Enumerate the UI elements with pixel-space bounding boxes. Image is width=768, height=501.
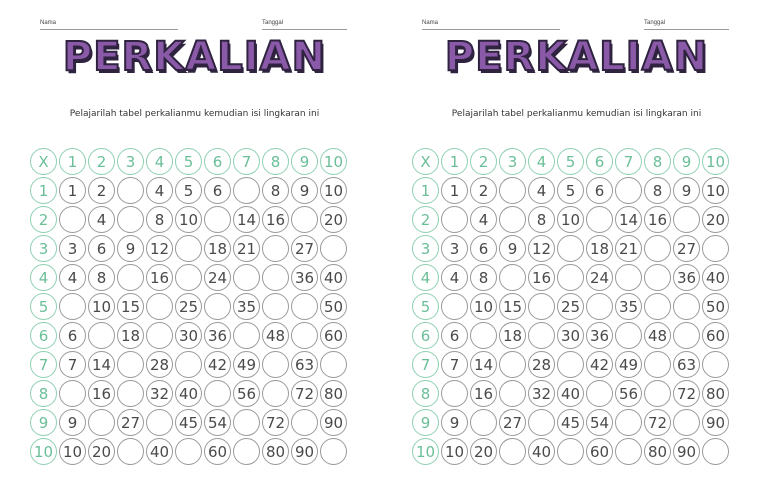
answer-circle: 15	[117, 293, 144, 320]
answer-circle: 10	[702, 177, 729, 204]
answer-circle-blank[interactable]	[262, 235, 289, 262]
answer-circle: 8	[262, 177, 289, 204]
answer-circle-blank[interactable]	[528, 293, 555, 320]
column-header-circle: 7	[233, 148, 260, 175]
answer-circle-blank[interactable]	[499, 438, 526, 465]
answer-circle: 4	[88, 206, 115, 233]
answer-circle: 6	[88, 235, 115, 262]
column-header-circle: 1	[441, 148, 468, 175]
answer-circle: 2	[88, 177, 115, 204]
answer-circle: 10	[88, 293, 115, 320]
answer-circle-blank[interactable]	[175, 351, 202, 378]
column-header-circle: 5	[175, 148, 202, 175]
answer-circle-blank[interactable]	[233, 409, 260, 436]
answer-circle: 10	[557, 206, 584, 233]
answer-circle: 27	[673, 235, 700, 262]
row-header-circle: 8	[412, 380, 439, 407]
answer-circle-blank[interactable]	[117, 264, 144, 291]
answer-circle-blank[interactable]	[117, 351, 144, 378]
column-header-circle: 4	[146, 148, 173, 175]
answer-circle-blank[interactable]	[499, 380, 526, 407]
answer-circle-blank[interactable]	[233, 177, 260, 204]
column-header-circle: 8	[262, 148, 289, 175]
answer-circle-blank[interactable]	[88, 322, 115, 349]
answer-circle: 4	[59, 264, 86, 291]
answer-circle: 20	[320, 206, 347, 233]
answer-circle: 12	[528, 235, 555, 262]
answer-circle: 80	[644, 438, 671, 465]
answer-circle: 8	[644, 177, 671, 204]
answer-circle: 35	[615, 293, 642, 320]
answer-circle: 40	[146, 438, 173, 465]
answer-circle: 9	[291, 177, 318, 204]
answer-circle: 21	[233, 235, 260, 262]
answer-circle: 14	[470, 351, 497, 378]
answer-circle: 16	[262, 206, 289, 233]
answer-circle-blank[interactable]	[59, 293, 86, 320]
answer-circle: 16	[644, 206, 671, 233]
answer-circle: 60	[320, 322, 347, 349]
row-header-circle: 3	[30, 235, 57, 262]
answer-circle: 32	[528, 380, 555, 407]
row-header-circle: 2	[412, 206, 439, 233]
answer-circle: 35	[233, 293, 260, 320]
answer-circle: 18	[586, 235, 613, 262]
answer-circle: 6	[586, 177, 613, 204]
answer-circle-blank[interactable]	[175, 235, 202, 262]
row-header-circle: 5	[30, 293, 57, 320]
answer-circle-blank[interactable]	[441, 293, 468, 320]
answer-circle-blank[interactable]	[673, 293, 700, 320]
answer-circle-blank[interactable]	[615, 177, 642, 204]
answer-circle: 42	[204, 351, 231, 378]
answer-circle-blank[interactable]	[291, 293, 318, 320]
answer-circle: 27	[291, 235, 318, 262]
answer-circle: 40	[702, 264, 729, 291]
answer-circle: 90	[673, 438, 700, 465]
answer-circle-blank[interactable]	[262, 264, 289, 291]
instructions: Pelajarilah tabel perkalianmu kemudian isi lingkaran ini	[69, 109, 320, 119]
answer-circle: 28	[146, 351, 173, 378]
answer-circle: 54	[204, 409, 231, 436]
answer-circle-blank[interactable]	[673, 322, 700, 349]
column-header-circle: 4	[528, 148, 555, 175]
answer-circle-blank[interactable]	[586, 293, 613, 320]
answer-circle: 80	[702, 380, 729, 407]
answer-circle-blank[interactable]	[528, 409, 555, 436]
worksheet-right	[404, 0, 749, 501]
answer-circle: 56	[233, 380, 260, 407]
answer-circle: 27	[499, 409, 526, 436]
name-label: Nama	[422, 20, 439, 26]
answer-circle: 36	[586, 322, 613, 349]
answer-circle: 40	[528, 438, 555, 465]
column-header-circle: 9	[673, 148, 700, 175]
row-header-circle: 10	[30, 438, 57, 465]
answer-circle: 21	[615, 235, 642, 262]
answer-circle-blank[interactable]	[499, 351, 526, 378]
date-label: Tanggal	[262, 20, 284, 26]
answer-circle: 8	[88, 264, 115, 291]
answer-circle-blank[interactable]	[673, 206, 700, 233]
answer-circle: 6	[441, 322, 468, 349]
answer-circle-blank[interactable]	[470, 322, 497, 349]
answer-circle: 36	[291, 264, 318, 291]
answer-circle: 18	[117, 322, 144, 349]
answer-circle: 9	[673, 177, 700, 204]
answer-circle-blank[interactable]	[441, 380, 468, 407]
row-header-circle: 7	[412, 351, 439, 378]
answer-circle-blank[interactable]	[499, 264, 526, 291]
answer-circle-blank[interactable]	[615, 438, 642, 465]
row-header-circle: 9	[412, 409, 439, 436]
answer-circle-blank[interactable]	[644, 293, 671, 320]
answer-circle: 20	[470, 438, 497, 465]
worksheet-left	[22, 0, 367, 501]
answer-circle: 40	[557, 380, 584, 407]
answer-circle: 16	[470, 380, 497, 407]
answer-circle-blank[interactable]	[233, 438, 260, 465]
row-header-circle: 7	[30, 351, 57, 378]
answer-circle: 50	[320, 293, 347, 320]
answer-circle: 10	[470, 293, 497, 320]
name-line	[422, 29, 560, 30]
column-header-circle: 9	[291, 148, 318, 175]
answer-circle-blank[interactable]	[59, 380, 86, 407]
column-header-circle: 2	[470, 148, 497, 175]
answer-circle-blank[interactable]	[702, 438, 729, 465]
answer-circle: 4	[528, 177, 555, 204]
answer-circle-blank[interactable]	[117, 206, 144, 233]
column-header-circle: 8	[644, 148, 671, 175]
answer-circle: 90	[320, 409, 347, 436]
answer-circle-blank[interactable]	[175, 438, 202, 465]
answer-circle: 24	[204, 264, 231, 291]
answer-circle-blank[interactable]	[644, 264, 671, 291]
date-line	[262, 29, 347, 30]
column-header-circle: 3	[117, 148, 144, 175]
row-header-circle: 8	[30, 380, 57, 407]
answer-circle-blank[interactable]	[615, 409, 642, 436]
answer-circle-blank[interactable]	[117, 438, 144, 465]
column-header-circle: 5	[557, 148, 584, 175]
answer-circle: 28	[528, 351, 555, 378]
corner-multiply-cell: X	[412, 148, 439, 175]
answer-circle: 63	[673, 351, 700, 378]
answer-circle-blank[interactable]	[644, 235, 671, 262]
answer-circle: 9	[117, 235, 144, 262]
answer-circle-blank[interactable]	[320, 235, 347, 262]
answer-circle: 49	[233, 351, 260, 378]
answer-circle-blank[interactable]	[262, 293, 289, 320]
answer-circle-blank[interactable]	[88, 409, 115, 436]
name-label: Nama	[40, 20, 57, 26]
answer-circle: 4	[470, 206, 497, 233]
answer-circle: 14	[615, 206, 642, 233]
answer-circle: 6	[59, 322, 86, 349]
answer-circle: 25	[175, 293, 202, 320]
answer-circle-blank[interactable]	[146, 293, 173, 320]
answer-circle-blank[interactable]	[291, 322, 318, 349]
answer-circle: 9	[499, 235, 526, 262]
answer-circle-blank[interactable]	[470, 409, 497, 436]
answer-circle-blank[interactable]	[59, 206, 86, 233]
answer-circle: 49	[615, 351, 642, 378]
answer-circle: 50	[702, 293, 729, 320]
answer-circle: 24	[586, 264, 613, 291]
row-header-circle: 2	[30, 206, 57, 233]
row-header-circle: 4	[30, 264, 57, 291]
answer-circle: 1	[59, 177, 86, 204]
answer-circle: 9	[59, 409, 86, 436]
answer-circle-blank[interactable]	[586, 380, 613, 407]
answer-circle-blank[interactable]	[175, 264, 202, 291]
answer-circle-blank[interactable]	[204, 293, 231, 320]
corner-multiply-cell: X	[30, 148, 57, 175]
answer-circle: 72	[262, 409, 289, 436]
answer-circle: 7	[59, 351, 86, 378]
answer-circle: 80	[320, 380, 347, 407]
answer-circle: 90	[291, 438, 318, 465]
answer-circle: 90	[702, 409, 729, 436]
answer-circle: 27	[117, 409, 144, 436]
answer-circle: 36	[673, 264, 700, 291]
row-header-circle: 5	[412, 293, 439, 320]
answer-circle-blank[interactable]	[499, 177, 526, 204]
answer-circle: 72	[644, 409, 671, 436]
row-header-circle: 1	[30, 177, 57, 204]
answer-circle-blank[interactable]	[204, 206, 231, 233]
answer-circle-blank[interactable]	[644, 380, 671, 407]
column-header-circle: 3	[499, 148, 526, 175]
answer-circle-blank[interactable]	[204, 380, 231, 407]
answer-circle: 8	[470, 264, 497, 291]
answer-circle: 20	[702, 206, 729, 233]
row-header-circle: 6	[412, 322, 439, 349]
answer-circle: 6	[204, 177, 231, 204]
answer-circle: 14	[233, 206, 260, 233]
answer-circle: 8	[146, 206, 173, 233]
answer-circle-blank[interactable]	[441, 206, 468, 233]
answer-circle-blank[interactable]	[117, 380, 144, 407]
answer-circle: 10	[441, 438, 468, 465]
answer-circle-blank[interactable]	[233, 322, 260, 349]
column-header-circle: 10	[702, 148, 729, 175]
multiplication-grid	[412, 148, 731, 467]
answer-circle-blank[interactable]	[557, 235, 584, 262]
answer-circle-blank[interactable]	[320, 351, 347, 378]
answer-circle: 18	[499, 322, 526, 349]
page-title: PERKALIAN	[62, 34, 327, 80]
column-header-circle: 6	[204, 148, 231, 175]
answer-circle: 30	[557, 322, 584, 349]
date-line	[644, 29, 729, 30]
answer-circle: 10	[59, 438, 86, 465]
column-header-circle: 10	[320, 148, 347, 175]
row-header-circle: 1	[412, 177, 439, 204]
answer-circle: 48	[262, 322, 289, 349]
answer-circle: 60	[204, 438, 231, 465]
answer-circle: 56	[615, 380, 642, 407]
row-header-circle: 10	[412, 438, 439, 465]
answer-circle: 45	[175, 409, 202, 436]
answer-circle: 54	[586, 409, 613, 436]
answer-circle: 18	[204, 235, 231, 262]
answer-circle: 5	[557, 177, 584, 204]
answer-circle: 72	[673, 380, 700, 407]
answer-circle: 6	[470, 235, 497, 262]
column-header-circle: 7	[615, 148, 642, 175]
answer-circle-blank[interactable]	[262, 351, 289, 378]
answer-circle: 4	[146, 177, 173, 204]
answer-circle: 36	[204, 322, 231, 349]
answer-circle: 32	[146, 380, 173, 407]
answer-circle: 3	[59, 235, 86, 262]
answer-circle-blank[interactable]	[615, 264, 642, 291]
answer-circle: 16	[88, 380, 115, 407]
answer-circle: 30	[175, 322, 202, 349]
answer-circle-blank[interactable]	[702, 351, 729, 378]
answer-circle-blank[interactable]	[557, 351, 584, 378]
answer-circle: 10	[320, 177, 347, 204]
answer-circle: 8	[528, 206, 555, 233]
answer-circle-blank[interactable]	[557, 264, 584, 291]
answer-circle: 63	[291, 351, 318, 378]
answer-circle-blank[interactable]	[291, 206, 318, 233]
answer-circle: 72	[291, 380, 318, 407]
answer-circle-blank[interactable]	[117, 177, 144, 204]
answer-circle-blank[interactable]	[499, 206, 526, 233]
answer-circle: 1	[441, 177, 468, 204]
answer-circle-blank[interactable]	[262, 380, 289, 407]
answer-circle: 5	[175, 177, 202, 204]
row-header-circle: 6	[30, 322, 57, 349]
multiplication-grid	[30, 148, 349, 467]
answer-circle: 2	[470, 177, 497, 204]
answer-circle-blank[interactable]	[146, 322, 173, 349]
answer-circle: 20	[88, 438, 115, 465]
column-header-circle: 6	[586, 148, 613, 175]
answer-circle: 9	[441, 409, 468, 436]
answer-circle-blank[interactable]	[528, 322, 555, 349]
answer-circle-blank[interactable]	[673, 409, 700, 436]
answer-circle: 16	[528, 264, 555, 291]
name-line	[40, 29, 178, 30]
answer-circle-blank[interactable]	[233, 264, 260, 291]
answer-circle: 40	[175, 380, 202, 407]
column-header-circle: 1	[59, 148, 86, 175]
answer-circle-blank[interactable]	[557, 438, 584, 465]
row-header-circle: 9	[30, 409, 57, 436]
answer-circle: 15	[499, 293, 526, 320]
answer-circle: 12	[146, 235, 173, 262]
answer-circle: 14	[88, 351, 115, 378]
answer-circle: 25	[557, 293, 584, 320]
answer-circle-blank[interactable]	[644, 351, 671, 378]
answer-circle: 16	[146, 264, 173, 291]
page-title: PERKALIAN	[444, 34, 709, 80]
answer-circle: 3	[441, 235, 468, 262]
answer-circle: 60	[586, 438, 613, 465]
row-header-circle: 3	[412, 235, 439, 262]
answer-circle-blank[interactable]	[146, 409, 173, 436]
answer-circle: 60	[702, 322, 729, 349]
answer-circle: 10	[175, 206, 202, 233]
answer-circle: 4	[441, 264, 468, 291]
answer-circle: 48	[644, 322, 671, 349]
instructions: Pelajarilah tabel perkalianmu kemudian isi lingkaran ini	[451, 109, 702, 119]
answer-circle-blank[interactable]	[615, 322, 642, 349]
answer-circle-blank[interactable]	[586, 206, 613, 233]
row-header-circle: 4	[412, 264, 439, 291]
answer-circle: 80	[262, 438, 289, 465]
answer-circle-blank[interactable]	[702, 235, 729, 262]
answer-circle: 42	[586, 351, 613, 378]
answer-circle: 40	[320, 264, 347, 291]
date-label: Tanggal	[644, 20, 666, 26]
answer-circle-blank[interactable]	[291, 409, 318, 436]
answer-circle: 7	[441, 351, 468, 378]
answer-circle-blank[interactable]	[320, 438, 347, 465]
answer-circle: 45	[557, 409, 584, 436]
column-header-circle: 2	[88, 148, 115, 175]
